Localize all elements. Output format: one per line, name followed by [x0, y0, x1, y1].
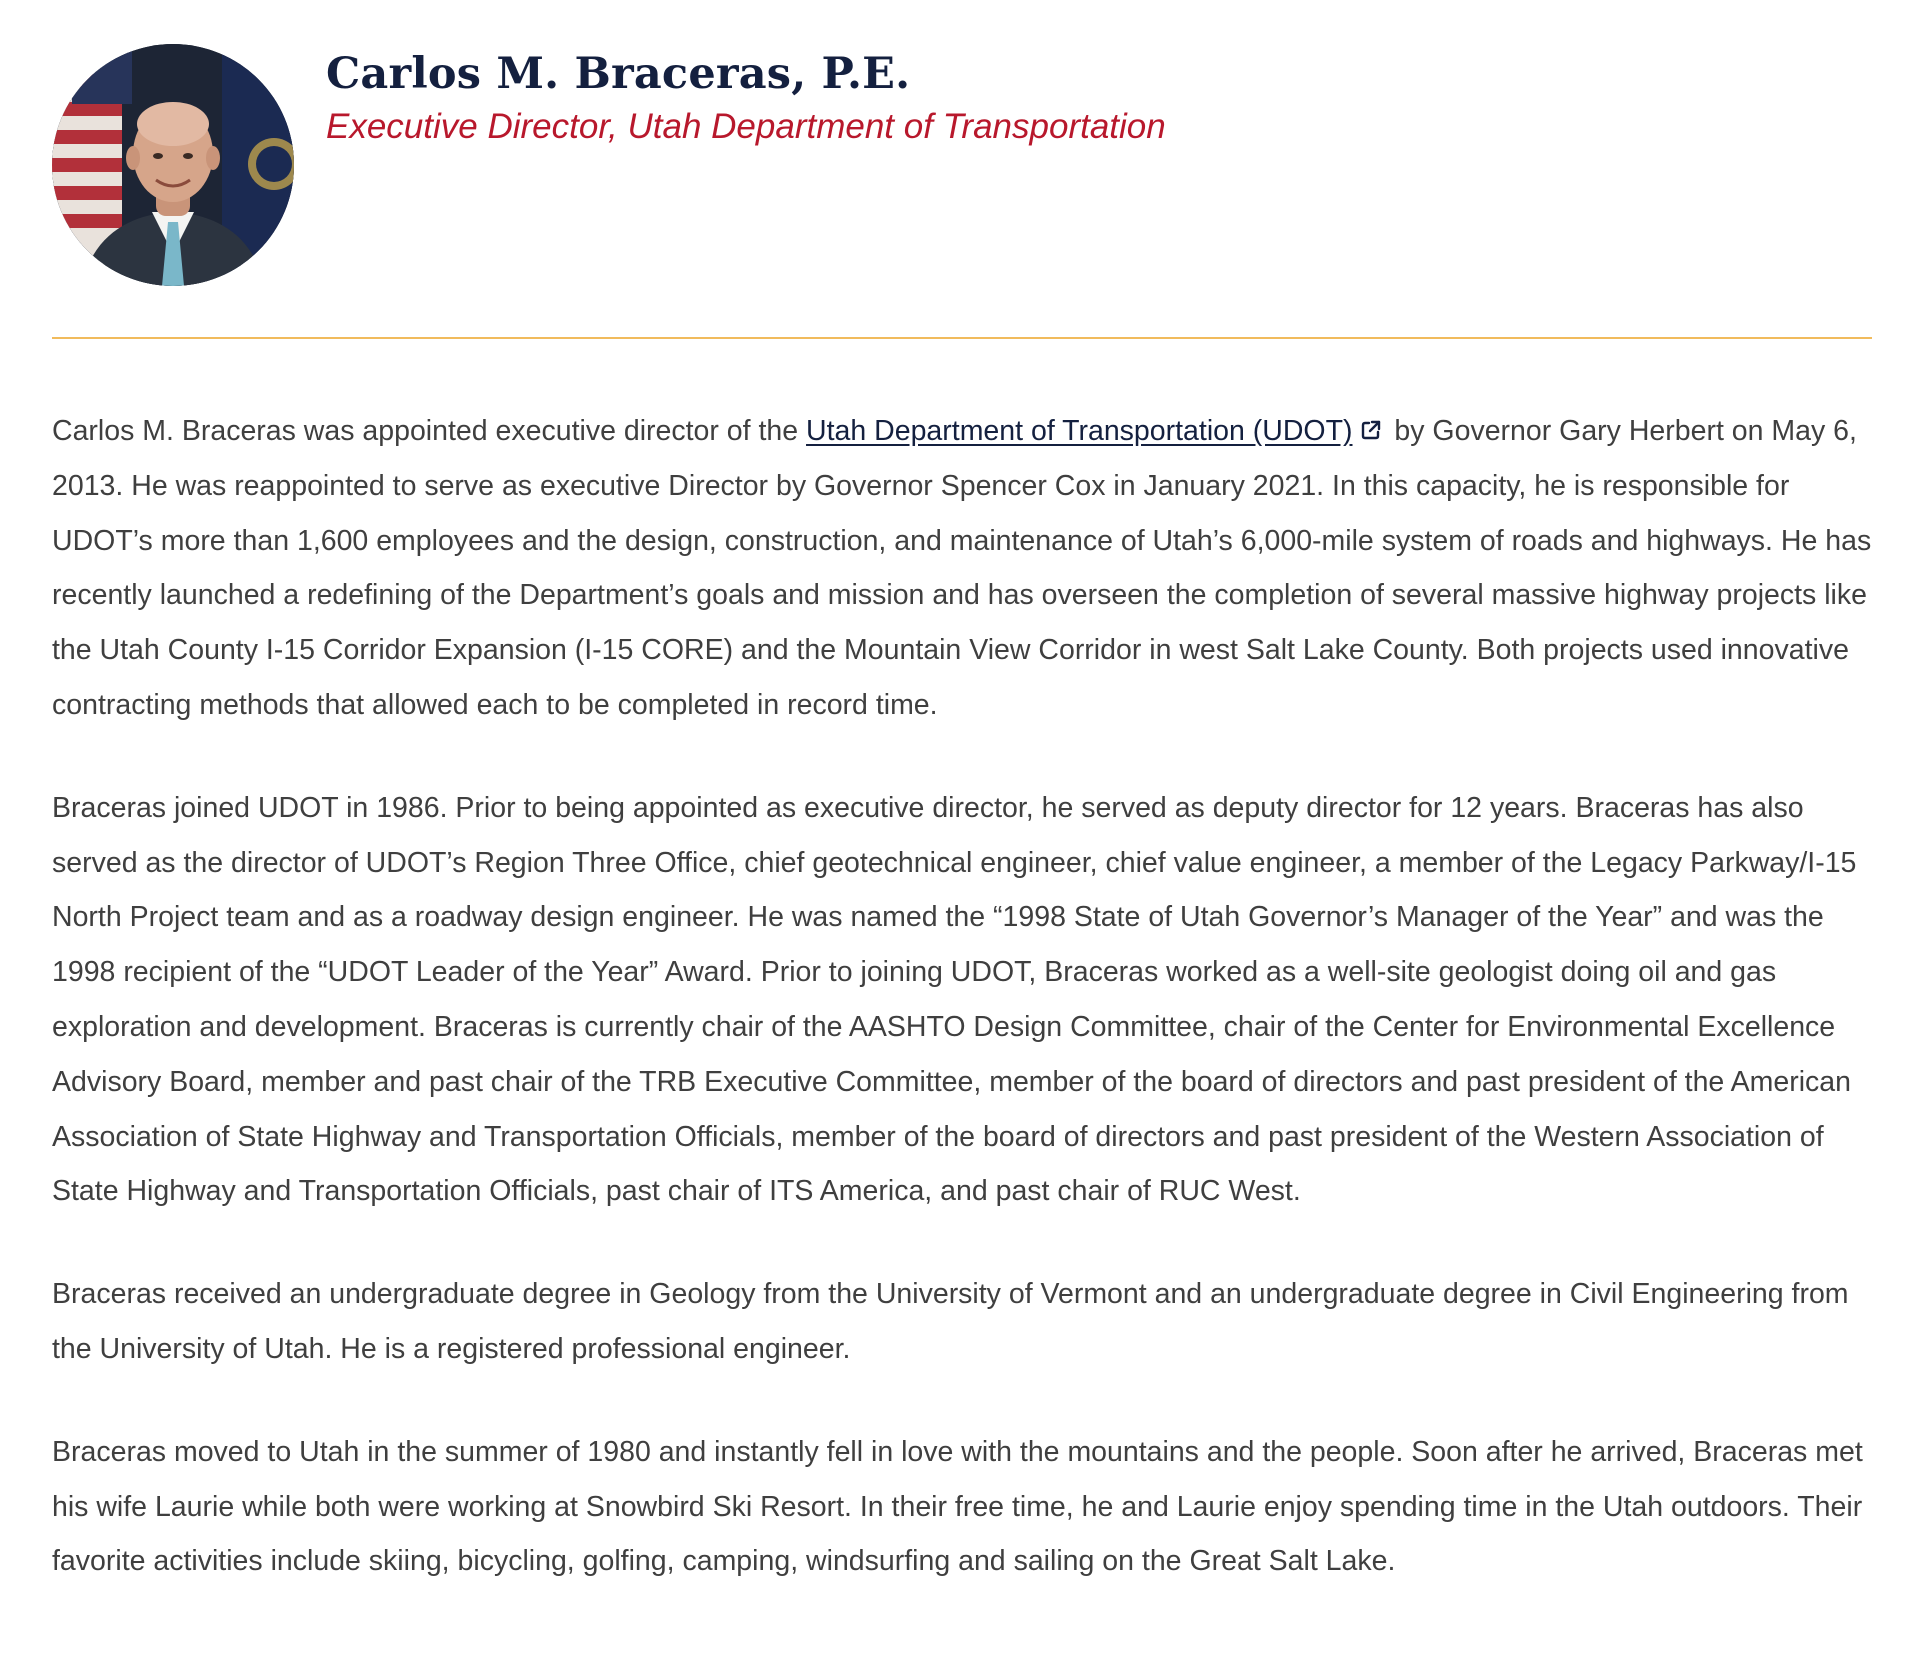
- bio-p1-intro: Carlos M. Braceras was appointed executive director of the: [52, 415, 807, 447]
- bio-paragraph-2: Braceras joined UDOT in 1986. Prior to being appointed as executive director, he served as deputy director for 12 years. Braceras has also served as the director of UDOT’s Region Three Office, chief geotechnical engineer, chief value engineer, a member of the Legacy Parkway/I-15 North Project team and as a roadway design engineer. He was named the “1998 State of Utah Governor’s Manager of the Year” and was the 1998 recipient of the “UDOT Leader of the Year” Award. Prior to joining UDOT, Braceras worked as a well-site geologist doing oil and gas exploration and development. Braceras is currently chair of the AASHTO Design Committee, chair of the Center for Environmental Excellence Advisory Board, member and past chair of the TRB Executive Committee, member of the board of directors and past president of the American Association of State Highway and Transportation Officials, member of the board of directors and past president of the Western Association of State Highway and Transportation Officials, past chair of ITS America, and past chair of RUC West.: [52, 791, 1857, 1208]
- biography: [52, 404, 1872, 1637]
- profile-header: [52, 44, 1872, 286]
- name-block: [326, 46, 1166, 150]
- avatar: [52, 44, 294, 286]
- udot-link[interactable]: Utah Department of Transportation (UDOT): [806, 415, 1353, 447]
- profile-page: [52, 44, 1872, 1578]
- profile-title: Executive Director, Utah Department of Transportation: [326, 107, 1166, 146]
- profile-name: Carlos M. Braceras, P.E.: [326, 49, 911, 99]
- bio-paragraph-1: [52, 404, 1872, 733]
- header-divider: [52, 337, 1872, 339]
- external-link-icon[interactable]: [1359, 418, 1383, 442]
- bio-paragraph-4: Braceras moved to Utah in the summer of 1980 and instantly fell in love with the mountains and the people. Soon after he arrived, Braceras met his wife Laurie while both were working at Snowbird Ski Resort. In their free time, he and Laurie enjoy spending time in the Utah outdoors. Their favorite activities include skiing, bicycling, golfing, camping, windsurfing and sailing on the Great Salt Lake.: [52, 1435, 1863, 1578]
- bio-paragraph-3: Braceras received an undergraduate degree in Geology from the University of Vermont and an undergraduate degree in Civil Engineering from the University of Utah. He is a registered professional engineer.: [52, 1278, 1849, 1365]
- bio-p1-rest: by Governor Gary Herbert on May 6, 2013. He was reappointed to serve as executive Director by Governor Spencer Cox in January 2021. In this capacity, he is responsible for UDOT’s more than 1,600 employees and the design, construction, and maintenance of Utah’s 6,000-mile system of roads and highways. He has recently launched a redefining of the Department’s goals and mission and has overseen the completion of several massive highway projects like the Utah County I-15 Corridor Expansion (I-15 CORE) and the Mountain View Corridor in west Salt Lake County. Both projects used innovative contracting methods that allowed each to be completed in record time.: [52, 415, 1872, 721]
- portrait-photo: [52, 44, 294, 286]
